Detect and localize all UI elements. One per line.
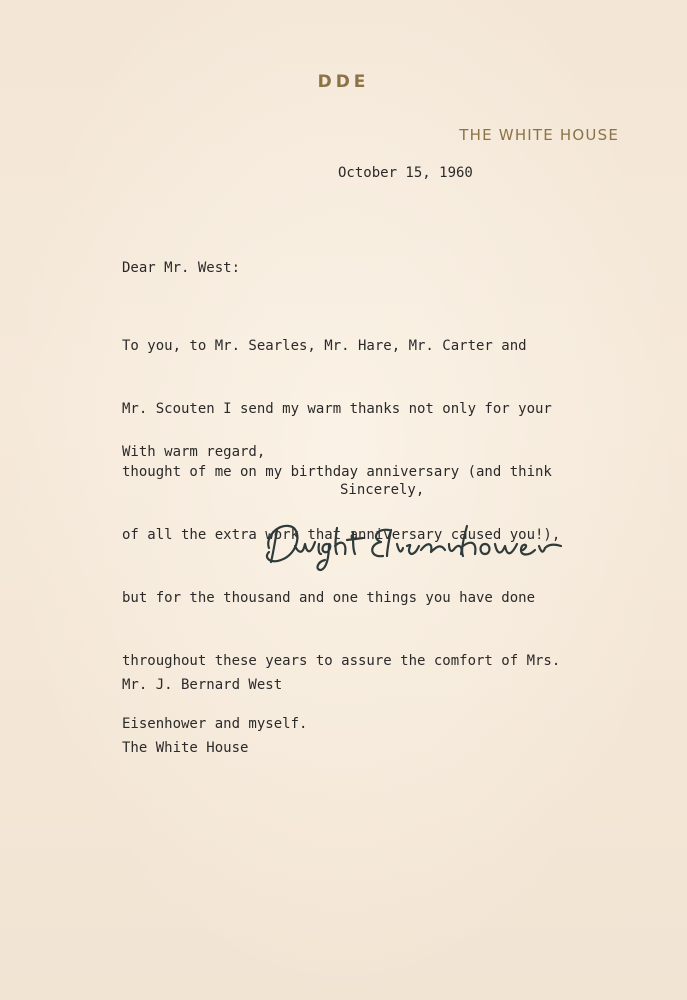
recipient-block	[122, 633, 282, 801]
body-line: To you, to Mr. Searles, Mr. Hare, Mr. Carter and	[122, 338, 527, 354]
body-line: of all the extra work that anniversary caused you!),	[122, 527, 561, 543]
body-line: throughout these years to assure the comfort of Mrs.	[122, 653, 561, 669]
body-line: Mr. Scouten I send my warm thanks not only for your	[122, 401, 552, 417]
letterhead-office: THE WHITE HOUSE	[459, 126, 619, 144]
body-line: but for the thousand and one things you have done	[122, 590, 536, 606]
salutation: Dear Mr. West:	[122, 260, 241, 276]
recipient-name: Mr. J. Bernard West	[122, 677, 283, 693]
recipient-address: The White House	[122, 740, 249, 756]
letter-date: October 15, 1960	[338, 165, 473, 181]
body-line: thought of me on my birthday anniversary (and think	[122, 464, 552, 480]
handwritten-signature	[255, 510, 585, 580]
letterhead-monogram: DDE	[317, 72, 370, 92]
body-line: Eisenhower and myself.	[122, 716, 308, 732]
signoff: Sincerely,	[340, 482, 425, 498]
closing: With warm regard,	[122, 444, 266, 460]
